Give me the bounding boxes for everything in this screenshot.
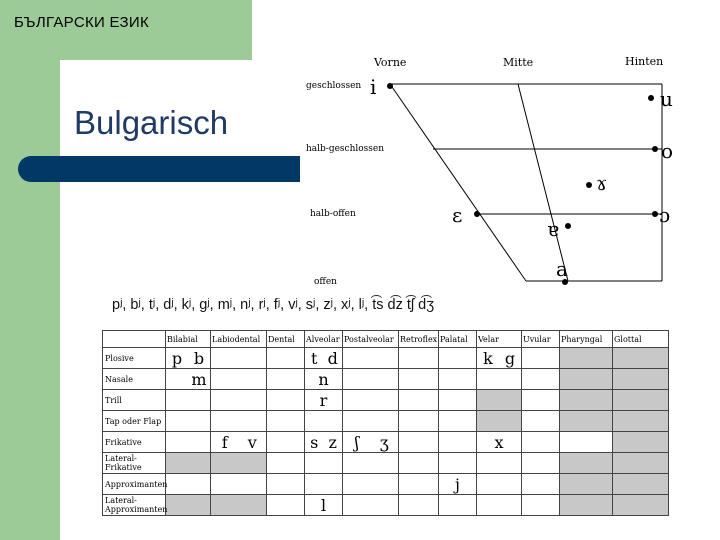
table-cell (522, 348, 560, 369)
table-cell (522, 474, 560, 495)
table-row (103, 495, 669, 516)
table-cell (305, 495, 343, 516)
table-cell (166, 495, 211, 516)
table-cell (399, 348, 439, 369)
row-label: Frikative (103, 432, 166, 453)
table-cell (399, 453, 439, 474)
table-cell (305, 474, 343, 495)
table-cell (613, 474, 669, 495)
column-header: Dental (267, 331, 305, 348)
slide-header: БЪЛГАРСКИ ЕЗИК (14, 14, 149, 31)
table-cell (305, 390, 343, 411)
table-cell (267, 390, 305, 411)
table-cell (211, 369, 267, 390)
table-cell (267, 432, 305, 453)
table-row (103, 390, 669, 411)
vowel-o: o (661, 139, 674, 163)
consonant-table (102, 330, 669, 516)
table-cell (560, 411, 613, 432)
palatalized-consonants: pʲ, bʲ, tʲ, dʲ, kʲ, gʲ, mʲ, nʲ, rʲ, fʲ, vʲ, sʲ, zʲ, xʲ, lʲ, t͡s d͡z t͡ʃ d͡ʒ (112, 297, 435, 313)
table-cell (343, 411, 399, 432)
table-cell (560, 453, 613, 474)
table-cell (399, 369, 439, 390)
table-cell (267, 453, 305, 474)
table-cell (267, 369, 305, 390)
table-cell (305, 411, 343, 432)
table-cell (560, 495, 613, 516)
table-cell (477, 348, 522, 369)
consonant-symbol: b (193, 348, 205, 368)
table-cell (211, 453, 267, 474)
vowel-dot-o (652, 146, 658, 152)
header-corner (103, 331, 166, 348)
title-underline-bar (18, 156, 300, 182)
table-row (103, 348, 669, 369)
table-row (103, 411, 669, 432)
table-cell (439, 432, 477, 453)
table-cell (211, 411, 267, 432)
table-cell (560, 390, 613, 411)
table-cell (613, 432, 669, 453)
table-cell (211, 348, 267, 369)
table-cell (166, 453, 211, 474)
table-cell (166, 390, 211, 411)
vowel-schwa: ɐ (547, 217, 559, 241)
row-label: Nasale (103, 369, 166, 390)
table-cell (439, 474, 477, 495)
table-cell (343, 369, 399, 390)
table-cell (305, 348, 343, 369)
consonant-symbol: ʒ (379, 432, 389, 452)
column-header: Alveolar (305, 331, 343, 348)
table-row (103, 474, 669, 495)
height-offen: offen (314, 277, 337, 287)
left-green-bar (0, 0, 60, 540)
consonant-symbol: d (327, 348, 338, 368)
consonant-symbol: t (311, 348, 318, 368)
table-header-row (103, 331, 669, 348)
table-cell (613, 453, 669, 474)
height-halb-offen: halb-offen (310, 209, 356, 219)
vowel-dot-openo (652, 211, 658, 217)
row-label: Trill (103, 390, 166, 411)
table-cell (267, 411, 305, 432)
table-cell (522, 390, 560, 411)
table-row (103, 453, 669, 474)
column-header: Pharyngal (560, 331, 613, 348)
table-cell (166, 369, 211, 390)
table-cell (439, 453, 477, 474)
consonant-symbol: j (455, 474, 460, 494)
table-cell (166, 474, 211, 495)
column-header: Postalveolar (343, 331, 399, 348)
table-cell (613, 390, 669, 411)
table-cell (439, 411, 477, 432)
slide-title: Bulgarisch (74, 104, 229, 141)
column-header: Glottal (613, 331, 669, 348)
table-cell (343, 390, 399, 411)
table-cell (267, 348, 305, 369)
consonant-symbol: l (320, 495, 327, 515)
consonant-symbol: s (310, 432, 319, 452)
row-label: Lateral-Frikative (103, 453, 166, 474)
consonant-symbol: r (319, 390, 328, 410)
table-cell (477, 390, 522, 411)
table-cell (166, 432, 211, 453)
table-cell (477, 369, 522, 390)
consonant-symbol: m (191, 369, 207, 389)
vowel-i: i (370, 75, 377, 99)
vowel-epsilon: ɛ (452, 203, 463, 227)
table-cell (305, 453, 343, 474)
vowel-dot-i (387, 83, 393, 89)
column-header: Retroflex (399, 331, 439, 348)
table-row (103, 369, 669, 390)
table-cell (522, 411, 560, 432)
table-cell (439, 348, 477, 369)
column-header: Labiodental (211, 331, 267, 348)
table-cell (522, 453, 560, 474)
col-mitte: Mitte (503, 56, 534, 69)
column-header: Bilabial (166, 331, 211, 348)
table-cell (166, 411, 211, 432)
consonant-symbol: x (494, 432, 504, 452)
table-cell (211, 495, 267, 516)
table-cell (211, 390, 267, 411)
table-cell (560, 474, 613, 495)
table-cell (305, 369, 343, 390)
vowel-u: u (660, 87, 673, 111)
table-cell (613, 369, 669, 390)
table-cell (439, 495, 477, 516)
table-cell (439, 390, 477, 411)
table-cell (399, 495, 439, 516)
vowel-trapezoid (300, 48, 700, 288)
table-cell (477, 495, 522, 516)
table-cell (560, 369, 613, 390)
table-cell (477, 453, 522, 474)
row-label: Plosive (103, 348, 166, 369)
vowel-openo: ɔ (659, 203, 671, 227)
table-cell (477, 411, 522, 432)
table-cell (267, 474, 305, 495)
vowel-dot-epsilon (474, 211, 480, 217)
table-cell (343, 495, 399, 516)
height-halb-geschlossen: halb-geschlossen (306, 144, 385, 154)
row-label: Lateral-Approximanten (103, 495, 166, 516)
col-hinten: Hinten (625, 55, 664, 68)
consonant-symbol: n (318, 369, 329, 389)
column-header: Velar (477, 331, 522, 348)
decorative-corner (60, 60, 106, 106)
table-cell (477, 432, 522, 453)
table-cell (477, 474, 522, 495)
column-header: Palatal (439, 331, 477, 348)
table-cell (613, 411, 669, 432)
column-header: Uvular (522, 331, 560, 348)
table-cell (305, 432, 343, 453)
table-cell (439, 369, 477, 390)
vowel-gamma: ɤ (596, 171, 608, 195)
consonant-symbol: p (171, 348, 183, 368)
table-cell (522, 369, 560, 390)
table-cell (211, 474, 267, 495)
table-cell (613, 495, 669, 516)
consonant-symbol: k (483, 348, 493, 368)
table-cell (211, 432, 267, 453)
consonant-symbol: f (221, 432, 228, 452)
table-cell (343, 348, 399, 369)
table-cell (399, 474, 439, 495)
table-cell (522, 495, 560, 516)
table-cell (399, 390, 439, 411)
vowel-dot-schwa (565, 223, 571, 229)
table-cell (267, 495, 305, 516)
consonant-symbol: v (247, 432, 257, 452)
vowel-dot-u (648, 95, 654, 101)
consonant-symbol: g (504, 348, 516, 368)
table-cell (166, 348, 211, 369)
row-label: Approximanten (103, 474, 166, 495)
table-cell (522, 432, 560, 453)
table-cell (399, 432, 439, 453)
consonant-symbol: z (328, 432, 337, 452)
table-cell (399, 411, 439, 432)
col-vorne: Vorne (374, 56, 407, 69)
consonant-symbol: ʃ (354, 432, 359, 452)
row-label: Tap oder Flap (103, 411, 166, 432)
table-cell (613, 348, 669, 369)
vowel-a: a (556, 257, 568, 281)
table-cell (343, 474, 399, 495)
height-geschlossen: geschlossen (306, 81, 362, 91)
table-cell (560, 348, 613, 369)
vowel-dot-gamma (586, 182, 592, 188)
table-row (103, 432, 669, 453)
table-cell (560, 432, 613, 453)
table-cell (343, 453, 399, 474)
table-cell (343, 432, 399, 453)
